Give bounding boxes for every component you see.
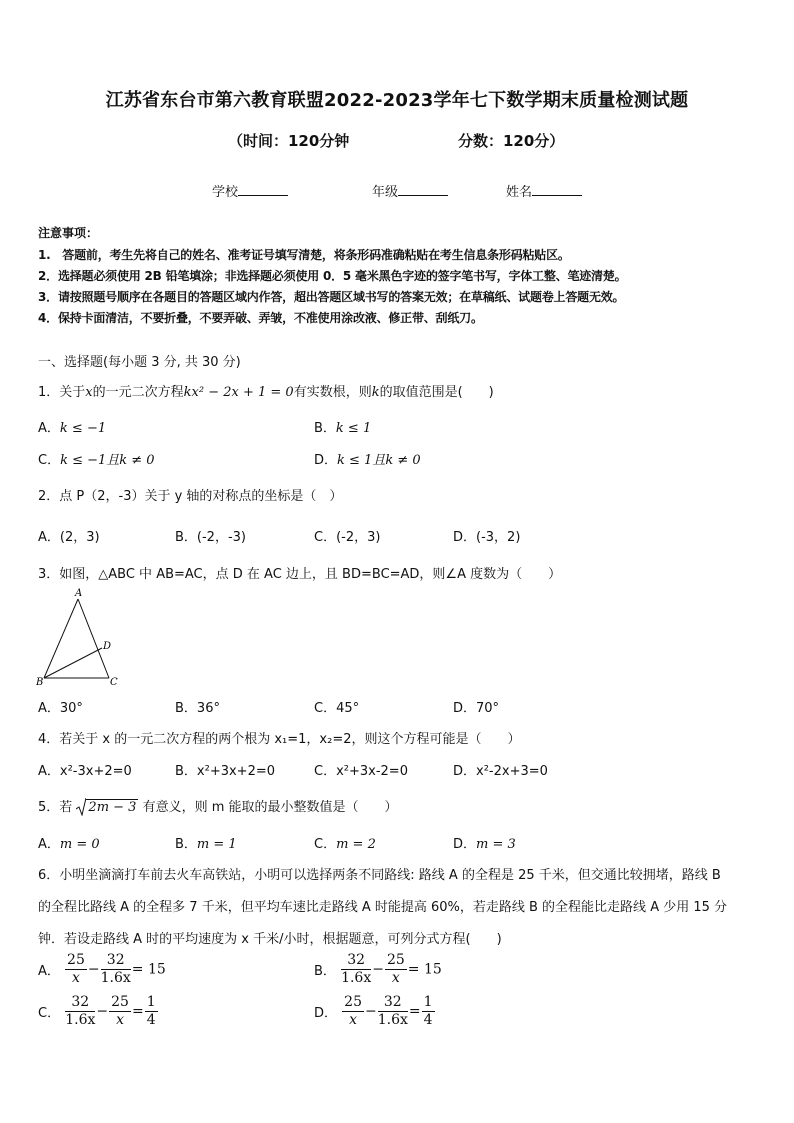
exam-title: 江苏省东台市第六教育联盟2022-2023学年七下数学期末质量检测试题 [105,90,689,111]
question-2-option-a[interactable]: A．(2，3) [38,530,100,545]
school-label: 学校 [212,185,239,200]
school-field [212,181,288,200]
question-3-option-a[interactable]: A．30° [38,701,83,716]
question-5-option-c[interactable]: C．m = 2 [314,837,376,852]
question-4-option-b[interactable]: B．x²+3x+2=0 [175,764,276,779]
question-1-stem: 1．关于x的一元二次方程kx² − 2x + 1 = 0有实数根，则k的取值范围是( ) [38,385,494,400]
question-4-option-d[interactable]: D．x²-2x+3=0 [453,764,548,779]
vertex-a-label: A [75,588,83,599]
question-4-stem: 4．若关于 x 的一元二次方程的两个根为 x₁=1，x₂=2，则这个方程可能是（ ） [38,732,521,747]
question-3-option-d[interactable]: D．70° [453,701,500,716]
question-5-option-a[interactable]: A．m = 0 [38,837,100,852]
side-ab [44,599,78,678]
side-ac [78,599,112,678]
question-6-line-1: 6．小明坐滴滴打车前去火车高铁站，小明可以选择两条不同路线: 路线 A 的全程是 25 千米，但交通比较拥堵，路线 B [38,868,721,883]
question-2-option-d[interactable]: D．(-3，2) [453,530,521,545]
question-6-option-c[interactable]: C． $\frac{32}{1.6x}$ − $\frac{25}{x}$ = $\frac{1}{4}$ [38,994,156,1028]
school-blank [238,183,288,196]
question-6-line-2: 的全程比路线 A 的全程多 7 千米，但平均车速比走路线 A 时能提高 60%，若走路线 B 的全程能比走路线 A 少用 15 分 [38,900,728,915]
name-label: 姓名 [506,185,533,200]
question-5-option-d[interactable]: D．m = 3 [453,837,516,852]
notice-heading: 注意事项： [38,226,99,240]
exam-score: 分数：120分） [458,132,565,150]
question-2-stem: 2．点 P（2，-3）关于 y 轴的对称点的坐标是（ ） [38,489,343,504]
triangle-figure [36,588,126,688]
point-d-label: D [103,641,112,652]
question-6-option-b[interactable]: B． $\frac{32}{1.6x}$ − $\frac{25}{x}$ = 15 [314,952,442,986]
exam-time: （时间：120分钟 [228,132,350,150]
section-title: 一、选择题(每小题 3 分, 共 30 分) [38,355,241,370]
question-2-option-b[interactable]: B．(-2，-3) [175,530,246,545]
question-3-option-c[interactable]: C．45° [314,701,360,716]
vertex-c-label: C [110,677,118,688]
question-2-option-c[interactable]: C．(-2，3) [314,530,381,545]
question-1-option-b[interactable]: B．k ≤ 1 [314,421,372,436]
question-5-stem: 5．若 2m − 3 有意义，则 m 能取的最小整数值是（ ） [38,800,398,815]
question-1-option-c[interactable]: C．k ≤ −1且k ≠ 0 [38,453,155,468]
grade-blank [398,183,448,196]
grade-field [372,181,448,200]
notice-item: 3．请按照题号顺序在各题目的答题区域内作答，超出答题区域书写的答案无效；在草稿纸、试题卷上答题无效。 [38,290,625,304]
question-4-option-c[interactable]: C．x²+3x-2=0 [314,764,408,779]
segment-bd [44,648,102,678]
question-1-option-d[interactable]: D．k ≤ 1且k ≠ 0 [314,453,421,468]
question-6-option-d[interactable]: D． $\frac{25}{x}$ − $\frac{32}{1.6x}$ = $\frac{1}{4}$ [314,994,433,1028]
grade-label: 年级 [372,185,399,200]
notice-item: 4．保持卡面清洁，不要折叠，不要弄破、弄皱，不准使用涂改液、修正带、刮纸刀。 [38,311,483,325]
notice-item: 2．选择题必须使用 2B 铅笔填涂；非选择题必须使用 0．5 毫米黑色字迹的签字笔书写，字体工整、笔迹清楚。 [38,269,627,283]
question-6-option-a[interactable]: A． $\frac{25}{x}$ − $\frac{32}{1.6x}$ = 15 [38,952,166,986]
vertex-b-label: B [36,677,44,688]
sqrt-expression: 2m − 3 [76,800,138,815]
name-field [506,181,582,200]
notice-item: 1. 答题前，考生先将自己的姓名、准考证号填写清楚，将条形码准确粘贴在考生信息条形码粘贴区。 [38,248,570,262]
question-6-line-3: 钟．若设走路线 A 时的平均速度为 x 千米/小时，根据题意，可列分式方程( ) [38,932,502,947]
question-3-stem: 3．如图，△ABC 中 AB=AC，点 D 在 AC 边上，且 BD=BC=AD，则∠A 度数为（ ） [38,567,562,582]
question-3-option-b[interactable]: B．36° [175,701,220,716]
question-5-option-b[interactable]: B．m = 1 [175,837,237,852]
question-1-option-a[interactable]: A．k ≤ −1 [38,421,107,436]
name-blank [532,183,582,196]
question-4-option-a[interactable]: A．x²-3x+2=0 [38,764,132,779]
